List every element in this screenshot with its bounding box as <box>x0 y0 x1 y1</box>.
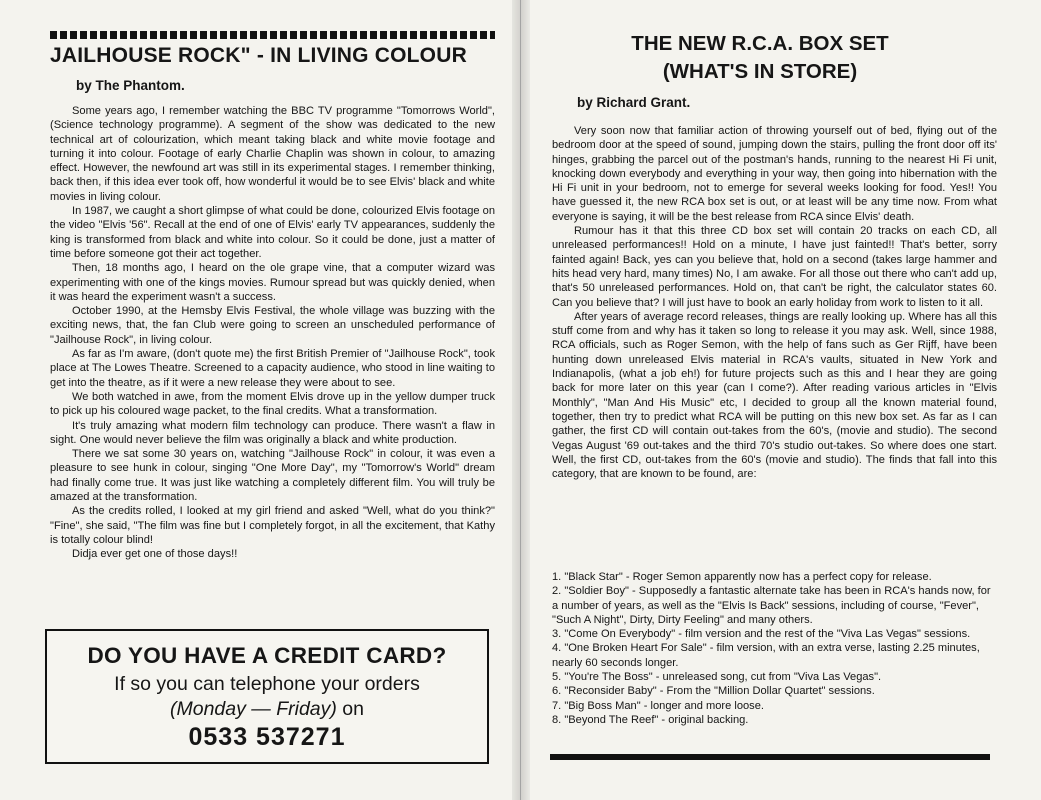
list-item: 5. "You're The Boss" - unreleased song, cut from "Viva Las Vegas". <box>552 671 882 684</box>
advert-subline: If so you can telephone your orders <box>114 673 420 695</box>
list-item: 3. "Come On Everybody" - film version and the rest of the "Viva Las Vegas" sessions. <box>552 628 971 641</box>
advert-headline: DO YOU HAVE A CREDIT CARD? <box>87 643 447 668</box>
advert-days: (Monday — Friday) <box>170 698 337 720</box>
list-item: 6. "Reconsider Baby" - From the "Million Dollar Quartet" sessions. <box>552 685 875 698</box>
dashed-rule <box>50 31 495 39</box>
advert-days-line <box>47 698 487 721</box>
paragraph: Some years ago, I remember watching the BBC TV programme "Tomorrows World", (Science technology programme). A segment of the show was dedicated to the new technical art of colourization, which meant taking black and white movie footage and turning it into colour. Footage of early Charlie Chaplin was shown in colour, to amazing effect. However, the newfound art was still in its experimental stages. I remember thinking, back then, if this idea ever took off, how wonderful it would be to see Elvis' black and white movies in living colour. <box>50 105 495 203</box>
list-item: 4. "One Broken Heart For Sale" - film version, with an extra verse, lasting 2.25 minutes, nearly 60 seconds longer. <box>552 642 980 669</box>
paragraph: Then, 18 months ago, I heard on the ole grape vine, that a computer wizard was experimenting with one of the kings movies. Rumour spread but was quickly denied, when it was heard the experiment wasn't a success. <box>50 262 495 303</box>
paragraph: Rumour has it that this three CD box set will contain 20 tracks on each CD, all unreleased performances!! Hold on a minute, I have just fainted!! That's better, sorry fainted again! Back, yes can you believe that, hold on a second (takes large hammer and hits head very hard, many times) No, I am awake. For all those out there who can't add up, that's 50 unreleased performances. Hold on, that can't be right, the calculator states 60. Can you believe that? I will just have to book an early holiday from work to listen to it all. <box>552 225 997 309</box>
list-item: 7. "Big Boss Man" - longer and more loose. <box>552 699 764 712</box>
page-gutter <box>512 0 530 800</box>
paragraph: It's truly amazing what modern film technology can produce. There wasn't a flaw in sight. One would never believe the film was originally a black and white production. <box>50 419 495 446</box>
left-article-title: JAILHOUSE ROCK" - IN LIVING COLOUR <box>50 44 467 67</box>
paragraph: As the credits rolled, I looked at my girl friend and asked "Well, what do you think?" "Fine", she said, "The film was fine but I completely forgot, in all the excitement, that Kathy is totally colour blind! <box>50 505 495 546</box>
paragraph: Very soon now that familiar action of throwing yourself out of bed, flying out of the bedroom door at the speed of sound, jumping down the stairs, pulling the front door off its' hinges, grabbing the parcel out of the postman's hands, running to the nearest Hi Fi unit, knocking down everybody and everything in your way, then going into hibernation with the Hi Fi unit in your bedroom, not to emerge for several weeks looking for food. Yes!! You have guessed it, the new RCA box set is out, or at least will be any time now. From what everyone is saying, it will be the best release from RCA since Elvis' death. <box>552 125 997 223</box>
track-list <box>552 570 997 727</box>
paragraph: After years of average record releases, things are really looking up. Where has all this stuff come from and why has it taken so long to release it you may ask. Well, since 1988, RCA officials, such as Roger Semon, with the help of fans such as Ger Rijff, have been hunting down unreleased Elvis material in RCA's vaults, situated in New York and Indianapolis, (what a job eh!) for future projects such as this and I hear they are going back for more later on this year (can I come?). After reading various articles in "Elvis Monthly", "Man And His Music" etc, I decided to group all the known material found, together, then try to predict what RCA will be putting on this new box set. As far as I can gather, the first CD will contain out-takes from the 60's, (movie and studio). The second Vegas August '69 out-takes and the third 70's studio out-takes. So where does one start. Well, the first CD, out-takes from the 60's (movie and studio). The finds that fall into this category, that are known to be found, are: <box>552 310 997 481</box>
paragraph: In 1987, we caught a short glimpse of what could be done, colourized Elvis footage on the video "Elvis '56". Recall at the end of one of Elvis' early TV appearances, suddenly the king is transformed from black and white into colour. So it could be done, just a matter of time before someone got their act together. <box>50 205 495 260</box>
paragraph: Didja ever get one of those days!! <box>72 548 238 561</box>
paragraph: October 1990, at the Hemsby Elvis Festival, the whole village was buzzing with the exciting news, that, the fan Club were going to screen an unscheduled performance of "Jailhouse Rock", in living colour. <box>50 305 495 346</box>
paragraph: We both watched in awe, from the moment Elvis drove up in the yellow dumper truck to pick up his coloured wage packet, to the final credits. What a transformation. <box>50 390 495 418</box>
bottom-rule <box>550 754 990 760</box>
advert-phone-number: 0533 537271 <box>188 723 346 751</box>
right-article-title <box>600 30 920 86</box>
list-item: 2. "Soldier Boy" - Supposedly a fantastic alternate take has been in RCA's hands now, for a number of years, as well as the "Elvis Is Back" sessions, including of course, "Fever", "Such A Night", Dirty, Dirty Feeling" and many others. <box>552 585 991 626</box>
left-article-byline: by The Phantom. <box>76 78 185 93</box>
credit-card-advert <box>45 629 489 764</box>
right-title-line1: THE NEW R.C.A. BOX SET <box>631 32 889 55</box>
list-item: 8. "Beyond The Reef" - original backing. <box>552 713 749 726</box>
advert-on: on <box>336 698 364 720</box>
list-item: 1. "Black Star" - Roger Semon apparently now has a perfect copy for release. <box>552 571 932 583</box>
right-title-line2: (WHAT'S IN STORE) <box>662 60 858 83</box>
right-article-body <box>552 124 997 481</box>
paragraph: As far as I'm aware, (don't quote me) the first British Premier of "Jailhouse Rock", took place at The Lowes Theatre. Screened to a capacity audience, who stood in line waiting to get into the theatre, as if it were a new release they were about to see. <box>50 348 495 389</box>
paragraph: There we sat some 30 years on, watching "Jailhouse Rock" in colour, it was even a pleasure to see hunk in colour, singing "One More Day", my "Tomorrow's World" dream had finally come true. It was just like watching a completely different film. You will truly be amazed at the transformation. <box>50 448 495 504</box>
left-article-body <box>50 104 495 562</box>
right-article-byline: by Richard Grant. <box>577 95 691 110</box>
